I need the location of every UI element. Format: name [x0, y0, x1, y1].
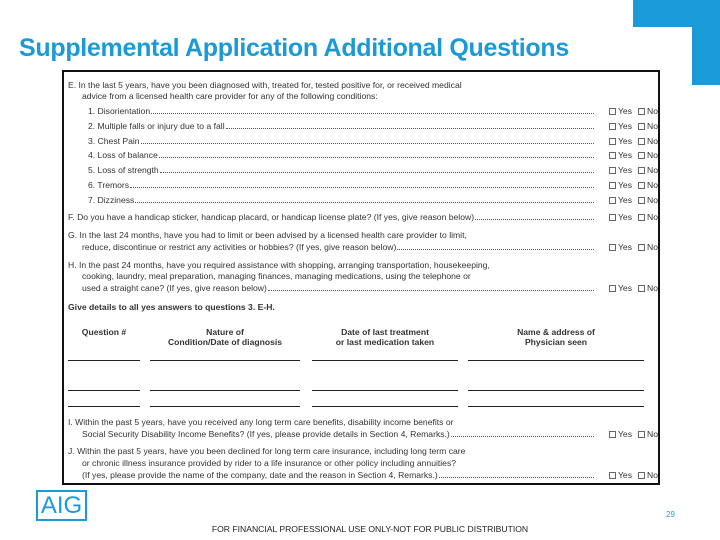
no-label: No — [647, 242, 658, 252]
no-label: No — [647, 150, 658, 161]
yes-label: Yes — [617, 429, 632, 439]
yes-label: Yes — [617, 106, 632, 116]
no-checkbox[interactable] — [638, 214, 645, 221]
yes-checkbox[interactable] — [609, 152, 616, 159]
condition-item — [88, 136, 658, 147]
no-checkbox[interactable] — [638, 285, 645, 292]
yes-label: Yes — [617, 283, 632, 293]
yes-checkbox[interactable] — [609, 244, 616, 251]
yes-label: Yes — [617, 165, 632, 176]
condition-item — [88, 106, 658, 117]
question-g-text: G. In the last 24 months, have you had to limit or been advised by a licensed health care provider to limit, — [68, 230, 467, 240]
question-j-text: J. Within the past 5 years, have you been declined for long term care insurance, including long term care — [68, 446, 466, 456]
answer-line[interactable] — [150, 390, 300, 391]
condition-label: 2. Multiple falls or injury due to a fall — [88, 120, 225, 131]
details-instruction: Give details to all yes answers to questions 3. E-H. — [68, 302, 275, 312]
answer-line[interactable] — [312, 406, 458, 407]
footer-disclaimer: FOR FINANCIAL PROFESSIONAL USE ONLY-NOT FOR PUBLIC DISTRIBUTION — [211, 524, 529, 534]
no-label: No — [647, 194, 658, 205]
condition-item — [88, 121, 658, 132]
questionnaire-form — [62, 70, 660, 485]
question-text: (If yes, please provide the name of the company, date and the reason in Section 4, Remarks.) — [82, 470, 438, 480]
no-checkbox[interactable] — [638, 138, 645, 145]
yes-no-choice — [596, 180, 658, 191]
condition-label: 3. Chest Pain — [88, 135, 140, 146]
yes-no-choice — [596, 106, 658, 117]
question-text: used a straight cane? (If yes, give reason below) — [82, 283, 267, 293]
yes-label: Yes — [617, 194, 632, 205]
condition-label: 4. Loss of balance — [88, 150, 158, 161]
no-label: No — [647, 120, 658, 131]
page-number: 29 — [666, 510, 675, 519]
column-header-condition: Nature of Condition/Date of diagnosis — [167, 327, 283, 347]
condition-label: 1. Disorientation — [88, 106, 151, 116]
question-text: F. Do you have a handicap sticker, handicap placard, or handicap license plate? (If yes, give reason below) — [68, 212, 475, 222]
yes-no-choice — [596, 470, 658, 481]
answer-line[interactable] — [312, 360, 458, 361]
answer-line[interactable] — [150, 406, 300, 407]
page-title: Supplemental Application Additional Questions — [19, 34, 569, 62]
no-checkbox[interactable] — [638, 167, 645, 174]
no-label: No — [647, 470, 658, 480]
yes-no-choice — [596, 165, 658, 176]
yes-checkbox[interactable] — [609, 123, 616, 130]
question-i-text: I. Within the past 5 years, have you received any long term care benefits, disability income benefits or — [68, 417, 454, 427]
condition-label: 5. Loss of strength — [88, 165, 159, 176]
no-checkbox[interactable] — [638, 197, 645, 204]
answer-line[interactable] — [68, 406, 140, 407]
condition-item — [88, 165, 658, 176]
yes-no-choice — [596, 429, 658, 440]
question-g — [82, 242, 658, 253]
no-label: No — [647, 283, 658, 293]
answer-line[interactable] — [468, 360, 644, 361]
yes-no-choice — [596, 121, 658, 132]
yes-no-choice — [596, 136, 658, 147]
yes-label: Yes — [617, 120, 632, 131]
aig-logo: AIG — [36, 490, 87, 521]
yes-checkbox[interactable] — [609, 197, 616, 204]
question-text: reduce, discontinue or restrict any activities or hobbies? (If yes, give reason below) — [82, 242, 397, 252]
no-label: No — [647, 212, 658, 222]
question-h-text: cooking, laundry, meal preparation, managing finances, managing medications, using the telephone or — [82, 271, 471, 281]
answer-line[interactable] — [68, 390, 140, 391]
answer-line[interactable] — [468, 406, 644, 407]
answer-line[interactable] — [468, 390, 644, 391]
answer-line[interactable] — [312, 390, 458, 391]
question-e-text: advice from a licensed health care provider for any of the following conditions: — [82, 91, 378, 101]
yes-checkbox[interactable] — [609, 138, 616, 145]
condition-label: 7. Dizziness — [88, 194, 135, 205]
condition-item — [88, 180, 658, 191]
condition-item — [88, 195, 658, 206]
corner-decoration — [692, 0, 720, 85]
no-label: No — [647, 135, 658, 146]
column-header-treatment: Date of last treatment or last medication taken — [335, 327, 435, 347]
yes-label: Yes — [617, 242, 632, 252]
yes-checkbox[interactable] — [609, 108, 616, 115]
yes-label: Yes — [617, 150, 632, 161]
no-checkbox[interactable] — [638, 431, 645, 438]
no-checkbox[interactable] — [638, 182, 645, 189]
no-label: No — [647, 180, 658, 190]
yes-label: Yes — [617, 135, 632, 146]
no-checkbox[interactable] — [638, 123, 645, 130]
question-text: Social Security Disability Income Benefits? (If yes, please provide details in Section 4, Remarks.) — [82, 429, 450, 439]
no-checkbox[interactable] — [638, 152, 645, 159]
yes-no-choice — [596, 283, 658, 294]
no-label: No — [647, 429, 658, 439]
yes-label: Yes — [617, 180, 632, 190]
no-checkbox[interactable] — [638, 244, 645, 251]
answer-line[interactable] — [68, 360, 140, 361]
no-checkbox[interactable] — [638, 472, 645, 479]
question-i — [82, 429, 658, 440]
no-label: No — [647, 165, 658, 176]
question-j — [82, 470, 658, 481]
question-h — [82, 283, 658, 294]
no-checkbox[interactable] — [638, 108, 645, 115]
yes-checkbox[interactable] — [609, 431, 616, 438]
no-label: No — [647, 106, 658, 116]
yes-checkbox[interactable] — [609, 167, 616, 174]
question-f — [68, 212, 658, 223]
column-header-question: Question # — [81, 327, 127, 337]
yes-label: Yes — [617, 470, 632, 480]
yes-checkbox[interactable] — [609, 285, 616, 292]
question-e-text: E. In the last 5 years, have you been diagnosed with, treated for, tested positive for, or received medical — [68, 80, 462, 90]
yes-checkbox[interactable] — [609, 182, 616, 189]
condition-label: 6. Tremors — [88, 180, 130, 190]
question-j-text: or chronic illness insurance provided by rider to a life insurance or other policy including annuities? — [82, 458, 457, 468]
yes-no-choice — [596, 242, 658, 253]
yes-no-choice — [596, 195, 658, 206]
column-header-physician: Name & address of Physician seen — [517, 327, 595, 347]
yes-no-choice — [596, 212, 658, 223]
answer-line[interactable] — [150, 360, 300, 361]
condition-item — [88, 150, 658, 161]
yes-checkbox[interactable] — [609, 472, 616, 479]
yes-checkbox[interactable] — [609, 214, 616, 221]
question-h-text: H. In the past 24 months, have you required assistance with shopping, arranging transportation, housekeeping, — [68, 260, 490, 270]
yes-no-choice — [596, 150, 658, 161]
yes-label: Yes — [617, 212, 632, 222]
